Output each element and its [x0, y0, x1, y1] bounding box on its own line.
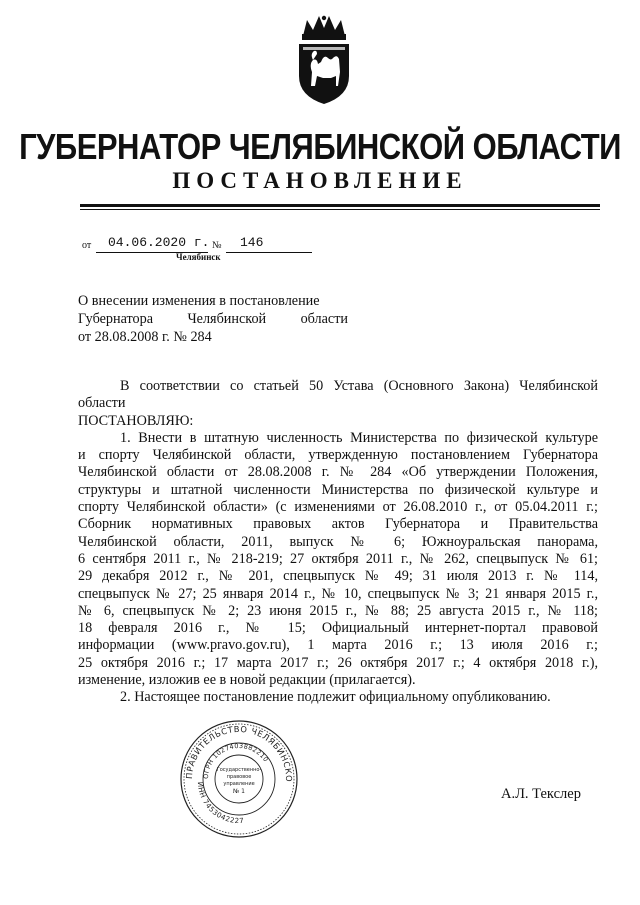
subject-line: от 28.08.2008 г. № 284 — [78, 329, 212, 345]
seal-inner-text: управление — [223, 781, 255, 787]
paragraph-1-line: Сборник нормативных правовых актов Губернатора и Правительства — [78, 516, 598, 533]
paragraph-1-line: 25 октября 2016 г.; 17 марта 2017 г.; 26 октября 2017 г.; 4 октября 2018 г.), — [78, 654, 598, 671]
number-underline — [226, 252, 312, 253]
number-prefix: № — [212, 240, 222, 251]
document-body — [78, 378, 598, 707]
paragraph-1-line: Челябинской области, 2011, выпуск № 6; Южноуральская панорама, — [78, 533, 598, 550]
intro-line: В соответствии со статьей 50 Устава (Основного Закона) Челябинской — [120, 378, 598, 394]
seal-outer-text: ПРАВИТЕЛЬСТВО ЧЕЛЯБИНСКО — [183, 723, 295, 783]
intro-line: области — [78, 395, 126, 412]
subject-line: О внесении изменения в постановление — [78, 293, 320, 309]
paragraph-1-line: № 6, спецвыпуск № 2; 23 июня 2015 г., № 88; 25 августа 2015 г., № 118; — [78, 602, 598, 619]
paragraph-1-line: 18 февраля 2016 г., № 15; Официальный интернет-портал правовой — [78, 620, 598, 637]
subject-line: Губернатора Челябинской области — [78, 311, 348, 327]
paragraph-1-line: 6 сентября 2011 г., № 218-219; 27 октября 2011 г., № 262, спецвыпуск № 61; — [78, 550, 598, 567]
seal-inner-text: Государственно- — [216, 767, 262, 773]
paragraph-1-line: спецвыпуск № 27; 25 января 2014 г., № 10, спецвыпуск № 3; 21 января 2015 г., — [78, 585, 598, 602]
official-seal — [178, 718, 300, 840]
paragraph-1-line: 29 декабря 2012 г., № 201, спецвыпуск № 49; 31 июля 2013 г. № 114, — [78, 568, 598, 585]
signatory-name: А.Л. Текслер — [501, 786, 581, 802]
date-prefix: от — [82, 240, 92, 251]
seal-inn-text: ИНН 7453042227 — [195, 781, 245, 826]
document-type: ПОСТАНОВЛЕНИЕ — [172, 168, 468, 193]
paragraph-1-line: структуры и штатной численности Министерства по физической культуре и — [78, 481, 598, 498]
document-subject — [78, 292, 348, 346]
seal-inner-text: правовое — [226, 774, 252, 780]
paragraph-1-line: информации (www.pravo.gov.ru), 1 марта 2016 г.; 13 июля 2016 г.; — [78, 637, 598, 654]
header-rule-thin — [80, 209, 600, 210]
seal-ogrn-text: ОГРН 1027403882210 — [201, 741, 271, 780]
paragraph-1-line: спорту Челябинской области» (с изменениями от 26.08.2010 г., от 05.04.2011 г.; — [78, 499, 598, 516]
paragraph-1-line: изменение, изложив ее в новой редакции (прилагается). — [78, 672, 416, 689]
header-rule-thick — [80, 204, 600, 207]
paragraph-2: 2. Настоящее постановление подлежит официальному опубликованию. — [120, 689, 551, 706]
paragraph-1-line: и спорту Челябинской области, утвержденную постановлением Губернатора — [78, 447, 598, 464]
city-label: Челябинск — [176, 252, 221, 262]
coat-of-arms-icon — [293, 14, 355, 106]
seal-inner-text: № 1 — [233, 788, 245, 795]
issuer-title: ГУБЕРНАТОР ЧЕЛЯБИНСКОЙ ОБЛАСТИ — [19, 126, 621, 168]
document-number: 146 — [240, 235, 264, 250]
paragraph-1-line: 1. Внести в штатную численность Министерства по физической культуре — [120, 429, 598, 446]
decree-word: ПОСТАНОВЛЯЮ: — [78, 412, 194, 429]
document-date: 04.06.2020 г. — [108, 235, 210, 250]
paragraph-1-line: Челябинской области от 28.08.2008 г. № 284 «Об утверждении Положения, — [78, 464, 598, 481]
